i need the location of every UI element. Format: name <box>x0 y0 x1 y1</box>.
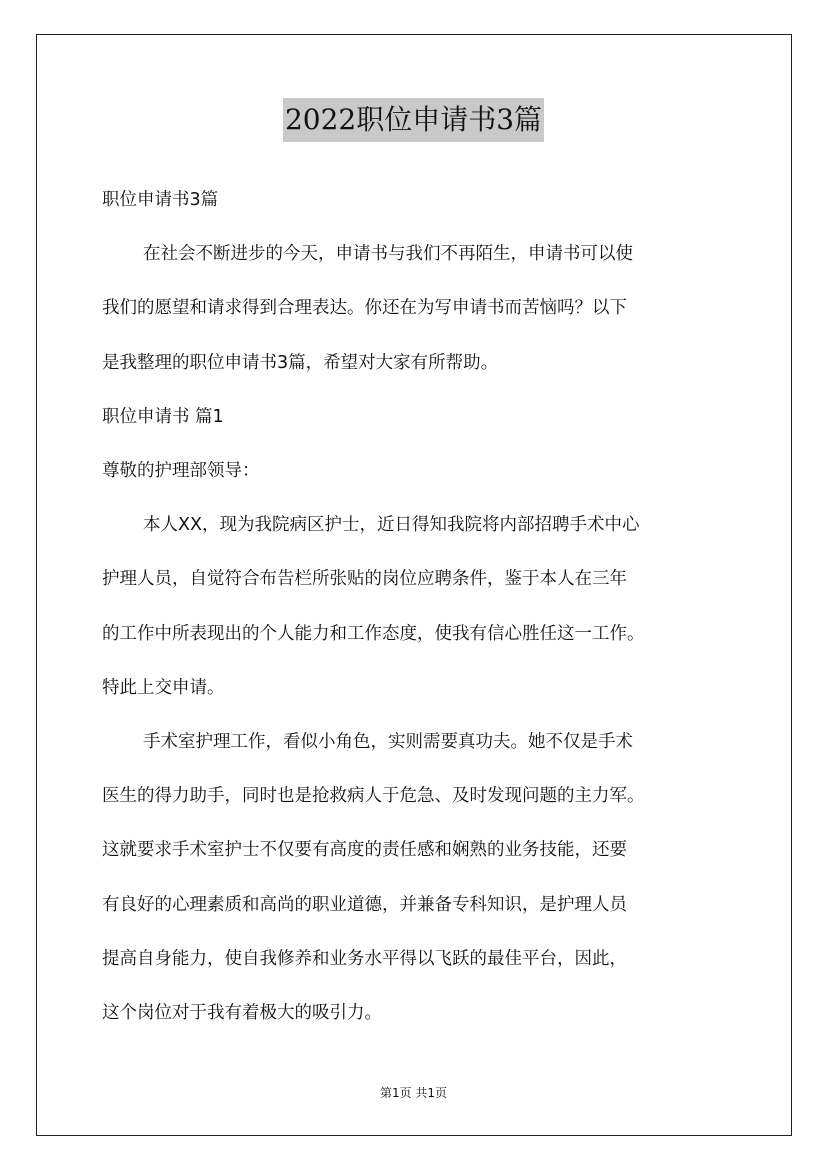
section-heading: 职位申请书3篇 <box>102 190 219 210</box>
title-wrap <box>0 98 827 142</box>
paragraph-line: 特此上交申请。 <box>102 677 225 698</box>
document-title: 2022职位申请书3篇 <box>283 98 544 142</box>
paragraph-line: 手术室护理工作，看似小角色，实则需要真功夫。她不仅是手术 <box>143 732 633 753</box>
section-heading: 职位申请书 篇1 <box>102 406 224 427</box>
page-footer: 第1页 共1页 <box>379 1086 448 1100</box>
paragraph-line: 医生的得力助手，同时也是抢救病人于危急、及时发现问题的主力军。 <box>102 786 645 807</box>
paragraph-line: 我们的愿望和请求得到合理表达。你还在为写申请书而苦恼吗？以下 <box>102 298 627 319</box>
document-body <box>102 173 732 1040</box>
salutation: 尊敬的护理部领导： <box>102 461 260 482</box>
paragraph-line: 护理人员，自觉符合布告栏所张贴的岗位应聘条件，鉴于本人在三年 <box>102 569 627 590</box>
paragraph-line: 本人XX，现为我院病区护士，近日得知我院将内部招聘手术中心 <box>143 515 640 536</box>
paragraph-line: 在社会不断进步的今天，申请书与我们不再陌生，申请书可以使 <box>143 244 633 265</box>
paragraph-line: 这就要求手术室护士不仅要有高度的责任感和娴熟的业务技能，还要 <box>102 840 627 861</box>
paragraph-line: 是我整理的职位申请书3篇，希望对大家有所帮助。 <box>102 352 499 373</box>
paragraph-line: 有良好的心理素质和高尚的职业道德，并兼备专科知识，是护理人员 <box>102 894 627 915</box>
paragraph-line: 的工作中所表现出的个人能力和工作态度，使我有信心胜任这一工作。 <box>102 623 645 644</box>
paragraph-line: 这个岗位对于我有着极大的吸引力。 <box>102 1003 382 1024</box>
paragraph-line: 提高自身能力，使自我修养和业务水平得以飞跃的最佳平台，因此， <box>102 948 627 969</box>
